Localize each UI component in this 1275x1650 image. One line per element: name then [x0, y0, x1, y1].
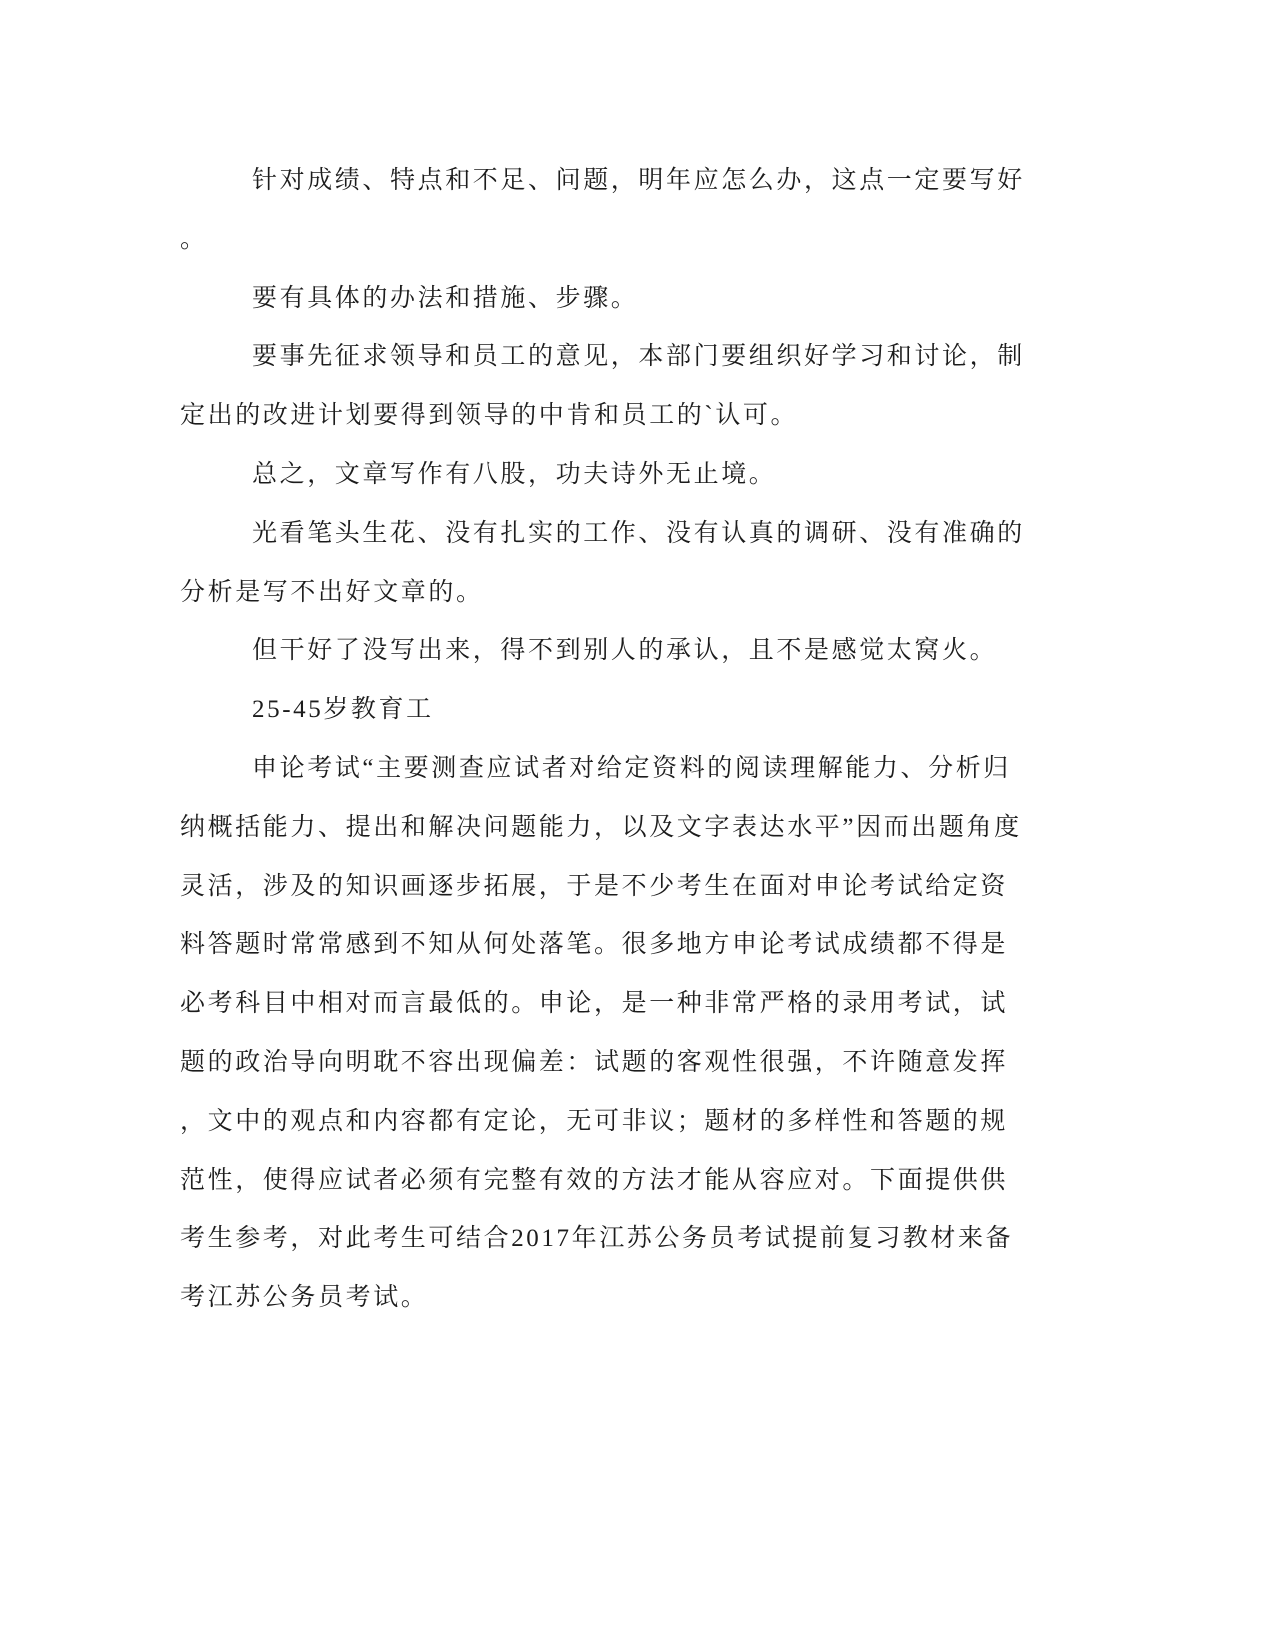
text-line: 必考科目中相对而言最低的。申论，是一种非常严格的录用考试，试	[180, 990, 1009, 1018]
text-line: 定出的改进计划要得到领导的中肯和员工的`认可。	[180, 402, 799, 430]
paragraph	[180, 740, 1040, 1328]
text-line: 料答题时常常感到不知从何处落笔。很多地方申论考试成绩都不得是	[180, 931, 1009, 959]
text-line: 但干好了没写出来，得不到别人的承认，且不是感觉太窝火。	[252, 637, 998, 665]
text-line: 考生参考，对此考生可结合2017年江苏公务员考试提前复习教材来备	[180, 1225, 1014, 1253]
text-line: 针对成绩、特点和不足、问题，明年应怎么办，这点一定要写好	[252, 167, 1025, 194]
paragraph	[180, 622, 1040, 681]
text-line: ，文中的观点和内容都有定论，无可非议；题材的多样性和答题的规	[180, 1107, 1009, 1135]
text-line: 范性，使得应试者必须有完整有效的方法才能从容应对。下面提供供	[180, 1166, 1009, 1194]
text-line: 总之，文章写作有八股，功夫诗外无止境。	[252, 460, 777, 488]
text-line: 。	[180, 225, 208, 253]
text-line: 要有具体的办法和措施、步骤。	[252, 284, 639, 312]
section-heading	[180, 681, 1040, 740]
text-line: 要事先征求领导和员工的意见，本部门要组织好学习和讨论，制	[252, 343, 1025, 371]
paragraph	[180, 270, 1040, 329]
paragraph	[180, 152, 1040, 270]
heading-line: 25-45岁教育工	[252, 696, 434, 724]
paragraph	[180, 328, 1040, 446]
text-line: 光看笔头生花、没有扎实的工作、没有认真的调研、没有准确的	[252, 519, 1025, 547]
text-line: 灵活，涉及的知识画逐步拓展，于是不少考生在面对申论考试给定资	[180, 872, 1009, 900]
text-line: 分析是写不出好文章的。	[180, 578, 484, 606]
text-line: 题的政治导向明耽不容出现偏差：试题的客观性很强，不许随意发挥	[180, 1048, 1009, 1076]
paragraph	[180, 446, 1040, 505]
paragraph	[180, 505, 1040, 623]
text-line: 纳概括能力、提出和解决问题能力，以及文字表达水平”因而出题角度	[180, 813, 1022, 841]
text-line: 申论考试“主要测查应试者对给定资料的阅读理解能力、分析归	[252, 754, 1011, 782]
text-line: 考江苏公务员考试。	[180, 1284, 429, 1312]
document-body	[180, 152, 1040, 1328]
